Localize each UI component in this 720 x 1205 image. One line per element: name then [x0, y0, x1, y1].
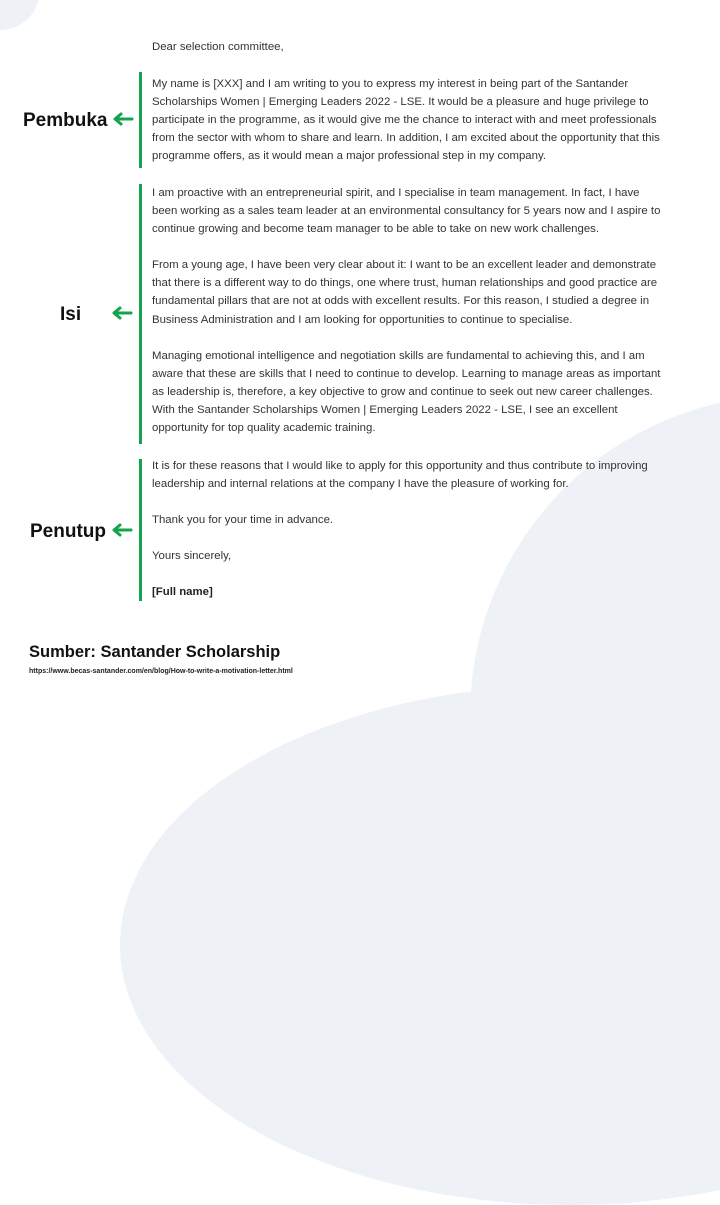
closing-section-bar — [139, 459, 142, 601]
source-title: Sumber: Santander Scholarship — [29, 643, 281, 661]
letter-salutation — [152, 38, 662, 56]
sign-off-line: Yours sincerely, — [152, 550, 232, 563]
thanks-line: Thank you for your time in advance. — [152, 514, 334, 527]
arrow-left-icon — [111, 521, 133, 543]
label-pembuka-text: Pembuka — [23, 110, 108, 131]
body-section-bar — [139, 184, 142, 444]
letter-body-section — [152, 184, 662, 437]
letter-closing-section — [152, 457, 662, 601]
label-pembuka — [23, 110, 134, 132]
body-paragraph-1: I am proactive with an entrepreneurial spirit, and I specialise in team management. In fact, I have been working as a sales team leader at an environmental consultancy for 5 years now and I aspire to continue growing and become team manager to be able to take on new work challenges. — [152, 187, 661, 236]
closing-paragraph: It is for these reasons that I would like to apply for this opportunity and thus contribute to improving leadership and internal relations at the company I have the pleasure of working for. — [152, 460, 648, 491]
background-wave-bottom — [120, 685, 720, 1205]
label-isi — [60, 304, 133, 326]
source-url: https://www.becas-santander.com/en/blog/How-to-write-a-motivation-letter.html — [29, 668, 293, 675]
letter-opening-section — [152, 75, 662, 165]
arrow-left-icon — [111, 304, 133, 326]
background-circle-top-left — [0, 0, 40, 30]
opening-paragraph: My name is [XXX] and I am writing to you to express my interest in being part of the Santander Scholarships Women | Emerging Leaders 2022 - LSE. It would be a pleasure and huge privilege to participate in the programme, as it would give me the chance to interact with and meet professionals from the sector with whom to share and learn. In addition, I am excited about the opportunity that this programme offers, as it would mean a major professional step in my company. — [152, 78, 660, 163]
label-penutup-text: Penutup — [30, 521, 106, 542]
label-penutup — [30, 521, 133, 543]
signature-line: [Full name] — [152, 586, 213, 599]
body-paragraph-2: From a young age, I have been very clear about it: I want to be an excellent leader and demonstrate that there is a different way to do things, one where trust, human relationships and good practice are fundamental pillars that are not at odds with excellent results. For this reason, I studied a degree in Business Administration and I am looking for opportunities to continue to specialise. — [152, 259, 658, 326]
body-paragraph-3: Managing emotional intelligence and negotiation skills are fundamental to achieving this, and I am aware that these are skills that I need to continue to develop. Learning to manage areas as important as leadership is, therefore, a key objective to grow and continue to seek out new career challenges. With the Santander Scholarships Women | Emerging Leaders 2022 - LSE, I see an excellent opportunity for top quality academic training. — [152, 349, 661, 435]
opening-section-bar — [139, 72, 142, 168]
arrow-left-icon — [112, 110, 134, 132]
label-isi-text: Isi — [60, 304, 82, 325]
salutation-text: Dear selection committee, — [152, 41, 284, 53]
